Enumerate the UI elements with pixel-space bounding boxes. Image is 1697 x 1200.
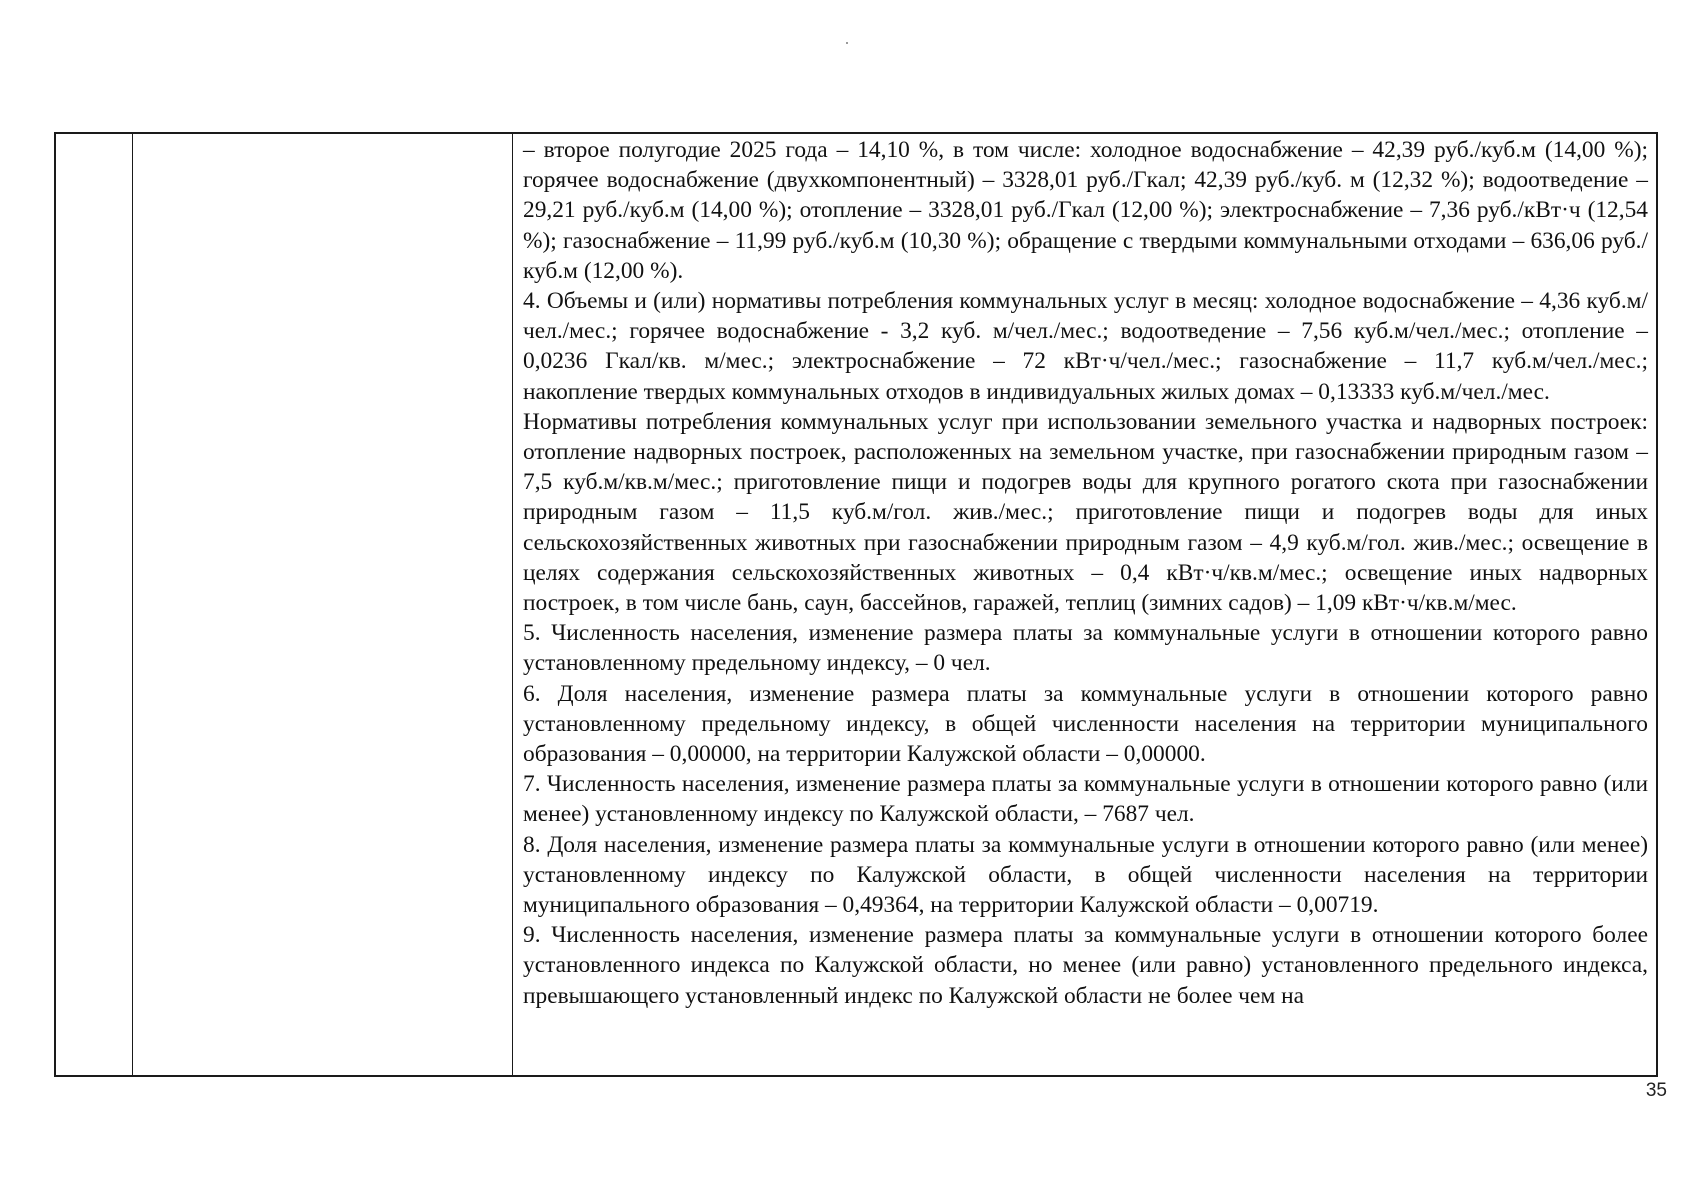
paragraph-consumption-volumes: 4. Объемы и (или) нормативы потребления коммунальных услуг в месяц: холодное водоснабжение – 4,36 куб.м/чел./мес.; горячее водоснабжение - 3,2 куб. м/чел./мес.; водоотведение – 7,56 куб.м/чел./мес.; отопление – 0,0236 Гкал/кв. м/мес.; электроснабжение – 72 кВт·ч/чел./мес.; газоснабжение – 11,7 куб.м/чел./мес.; накопление твердых коммунальных отходов в индивидуальных жилых домах – 0,13333 куб.м/чел./мес. [523,288,1648,405]
paragraph-share-equal-limit-index: 6. Доля населения, изменение размера платы за коммунальные услуги в отношении которого равно установленному предельному индексу, в общей численности населения на территории муниципального образования – 0,00000, на территории Калужской области – 0,00000. [523,680,1648,768]
paragraph-land-plot-norms: Нормативы потребления коммунальных услуг при использовании земельного участка и надворных построек: отопление надворных построек, расположенных на земельном участке, при газоснабжении природным газом – 7,5 куб.м/кв.м/мес.; приготовление пищи и подогрев воды для крупного рогатого скота при газоснабжении природным газом – 11,5 куб.м/гол. жив./мес.; приготовление пищи и подогрев воды для иных сельскохозяйственных животных при газоснабжении природным газом – 4,9 куб.м/гол. жив./мес.; освещение в целях содержания сельскохозяйственных животных – 0,4 кВт·ч/кв.м/мес.; освещение иных надворных построек, в том числе бань, саун, бассейнов, гаражей, теплиц (зимних садов) – 1,09 кВт·ч/кв.м/мес. [523,408,1648,617]
document-table [54,132,1658,1077]
paragraph-population-equal-or-less-index: 7. Численность населения, изменение размера платы за коммунальные услуги в отношении которого равно (или менее) установленному индексу по Калужской области, – 7687 чел. [523,771,1648,828]
paragraph-population-above-index: 9. Численность населения, изменение размера платы за коммунальные услуги в отношении которого более установленного индекса по Калужской области, но менее (или равно) установленного предельного индекса, превышающего установленный индекс по Калужской области не более чем на [523,922,1648,1009]
table-column-content [514,134,1656,1075]
paragraph-share-equal-or-less-index: 8. Доля населения, изменение размера платы за коммунальные услуги в отношении которого равно (или менее) установленному индексу по Калужской области, в общей численности населения на территории муниципального образования – 0,49364, на территории Калужской области – 0,00719. [523,831,1648,919]
scan-artifact-dot [846,42,848,44]
paragraph-tariffs-second-half-2025: – второе полугодие 2025 года – 14,10 %, в том числе: холодное водоснабжение – 42,39 руб./куб.м (14,00 %); горячее водоснабжение (двухкомпонентный) – 3328,01 руб./Гкал; 42,39 руб./куб. м (12,32 %); водоотведение – 29,21 руб./куб.м (14,00 %); отопление – 3328,01 руб./Гкал (12,00 %); электроснабжение – 7,36 руб./кВт·ч (12,54 %); газоснабжение – 11,99 руб./куб.м (10,30 %); обращение с твердыми коммунальными отходами – 636,06 руб./куб.м (12,00 %). [523,137,1648,284]
paragraph-population-equal-limit-index: 5. Численность населения, изменение размера платы за коммунальные услуги в отношении которого равно установленному предельному индексу, – 0 чел. [523,620,1648,677]
table-column-indicator [132,134,513,1075]
table-column-number [56,134,133,1075]
page-number: 35 [1645,1080,1667,1101]
